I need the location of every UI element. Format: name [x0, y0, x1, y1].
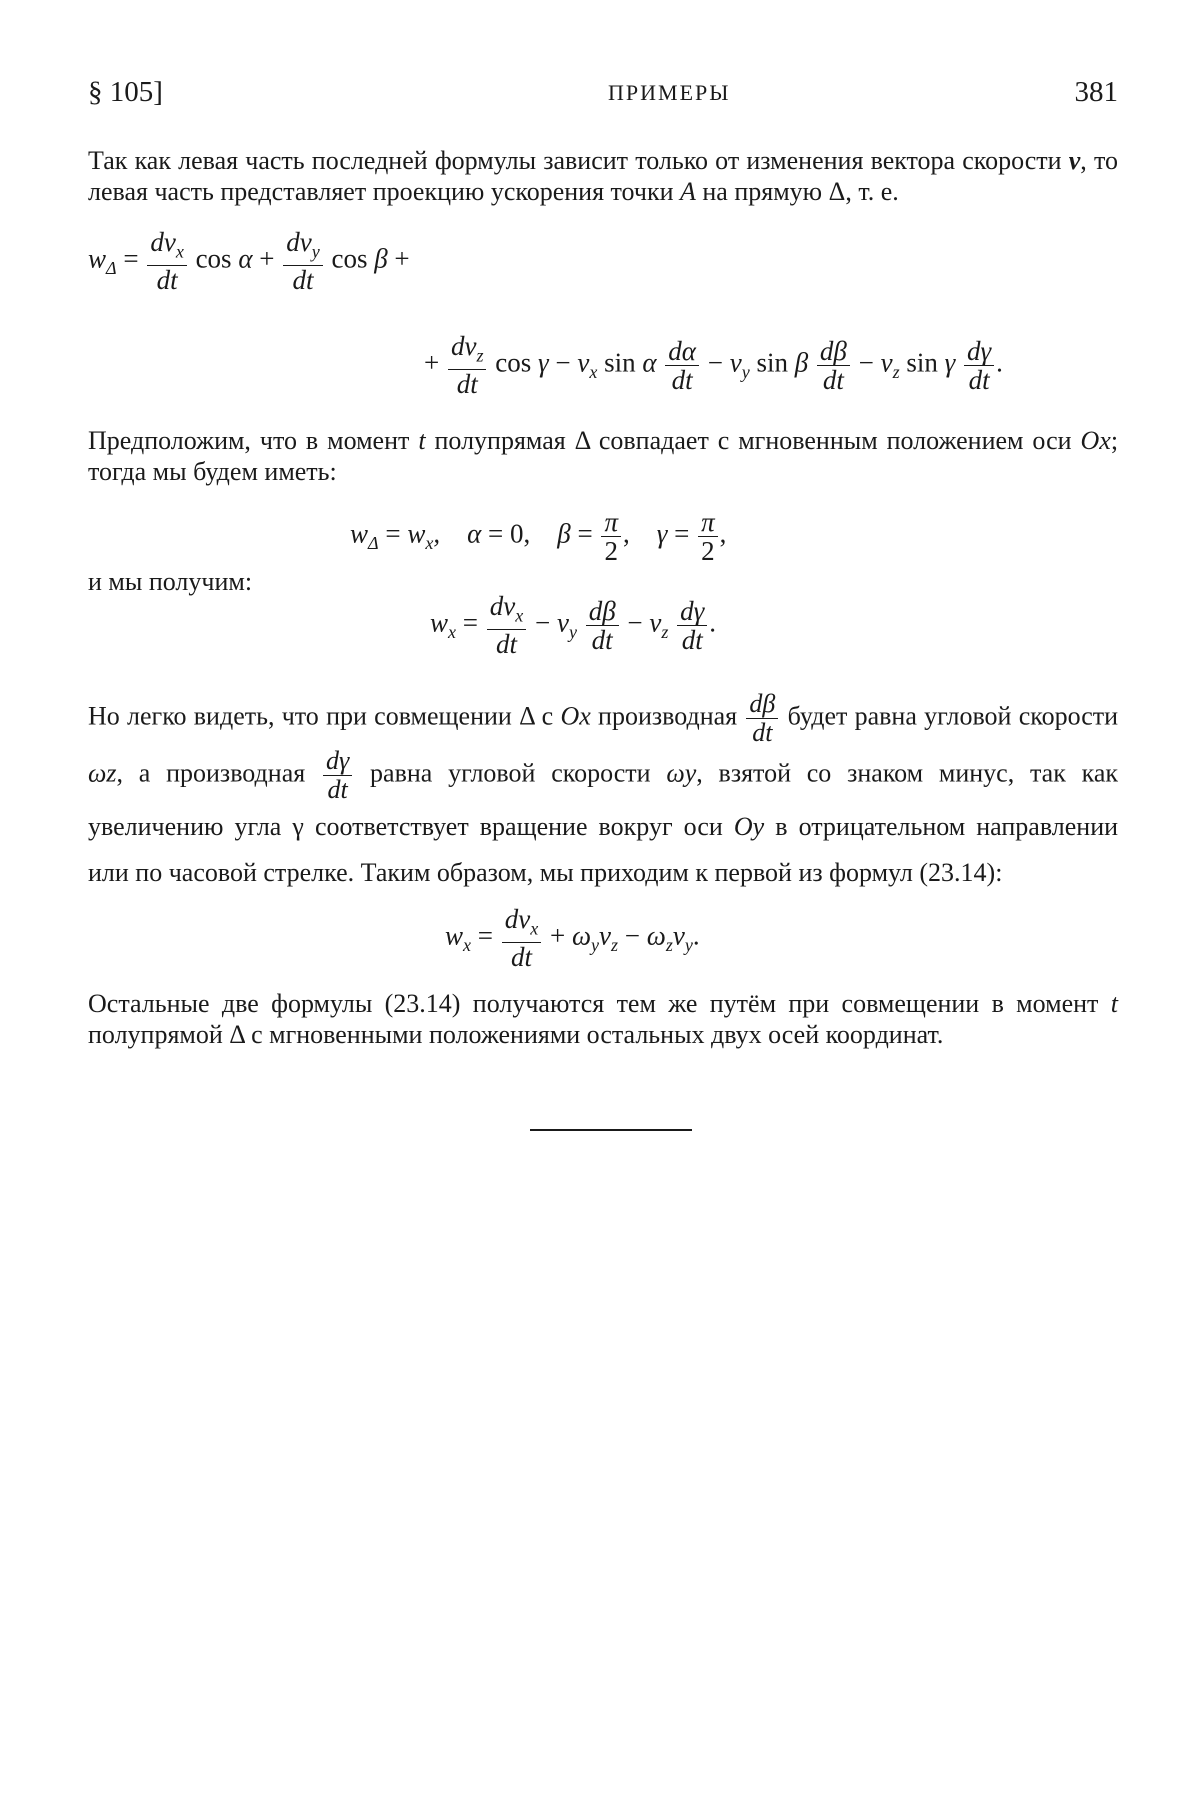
page-number: 381 — [1074, 76, 1118, 108]
page-header — [88, 76, 1118, 116]
paragraph-4: Но легко видеть, что при совмещении Δ с Ox производная $\frac{d\beta}{dt}$ будет равна угловой скорости ωz, а производная $\frac{d\gamma}{dt}$ равна угловой скорости ωy, взятой со знаком минус, так как увеличению угла γ соответствует вращение вокруг оси Oy в отрицательном направлении или по часовой стрелке. Таким образом, мы приходим к первой из формул (23.14): — [88, 689, 1119, 887]
equation-w-delta-line-2: + $\frac{dv_z}{dt}$ $\cos \gamma - v_x$ sin α $\frac{d\alpha}{dt}$ − $v_y$ sin β $\frac{d\beta}{dt}$ − $v_z$ sin γ $\frac{d\gamma}{dt}$ . — [424, 331, 1003, 400]
paragraph-3: и мы получим: — [88, 567, 253, 596]
section-number: § 105] — [88, 76, 163, 108]
end-rule-divider — [530, 1129, 692, 1131]
paragraph-5: Остальные две формулы (23.14) получаются тем же путём при совмещении в момент t полупрямой Δ с мгновенными положениями остальных двух осей координат. — [88, 989, 1118, 1049]
equation-w-x-intermediate: $w_x$ = $\frac{dv_x}{dt}$ − $v_y$ $\frac{d\beta}{dt}$ − $v_z$ $\frac{d\gamma}{dt}$ . — [430, 591, 717, 660]
fraction-dgamma-dt: $\frac{d\gamma}{dt}$ — [323, 747, 352, 804]
paragraph-1: Так как левая часть последней формулы зависит только от изменения вектора скорости v, то левая часть представляет проекцию ускорения точки A на прямую Δ, т. е. — [88, 146, 1118, 206]
running-head: ПРИМЕРЫ — [608, 80, 731, 105]
equation-conditions: $w_\Delta = w_x$, α = 0, β = $\frac{\pi}{2}$ , γ = $\frac{\pi}{2}$ , — [350, 507, 727, 566]
paragraph-2: Предположим, что в момент t полупрямая Δ совпадает с мгновенным положением оси Ox; тогда мы будем иметь: — [88, 426, 1119, 486]
fraction-dbeta-dt: $\frac{d\beta}{dt}$ — [746, 690, 778, 747]
equation-w-delta-line-1: $w_\Delta$ = $\frac{dv_x}{dt}$ cos α + $\frac{dv_y}{dt}$ cos β + — [88, 227, 410, 296]
equation-w-x-final: $w_x$ = $\frac{dv_x}{dt}$ + $\omega_yv_z - \omega_zv_y$. — [445, 904, 700, 973]
